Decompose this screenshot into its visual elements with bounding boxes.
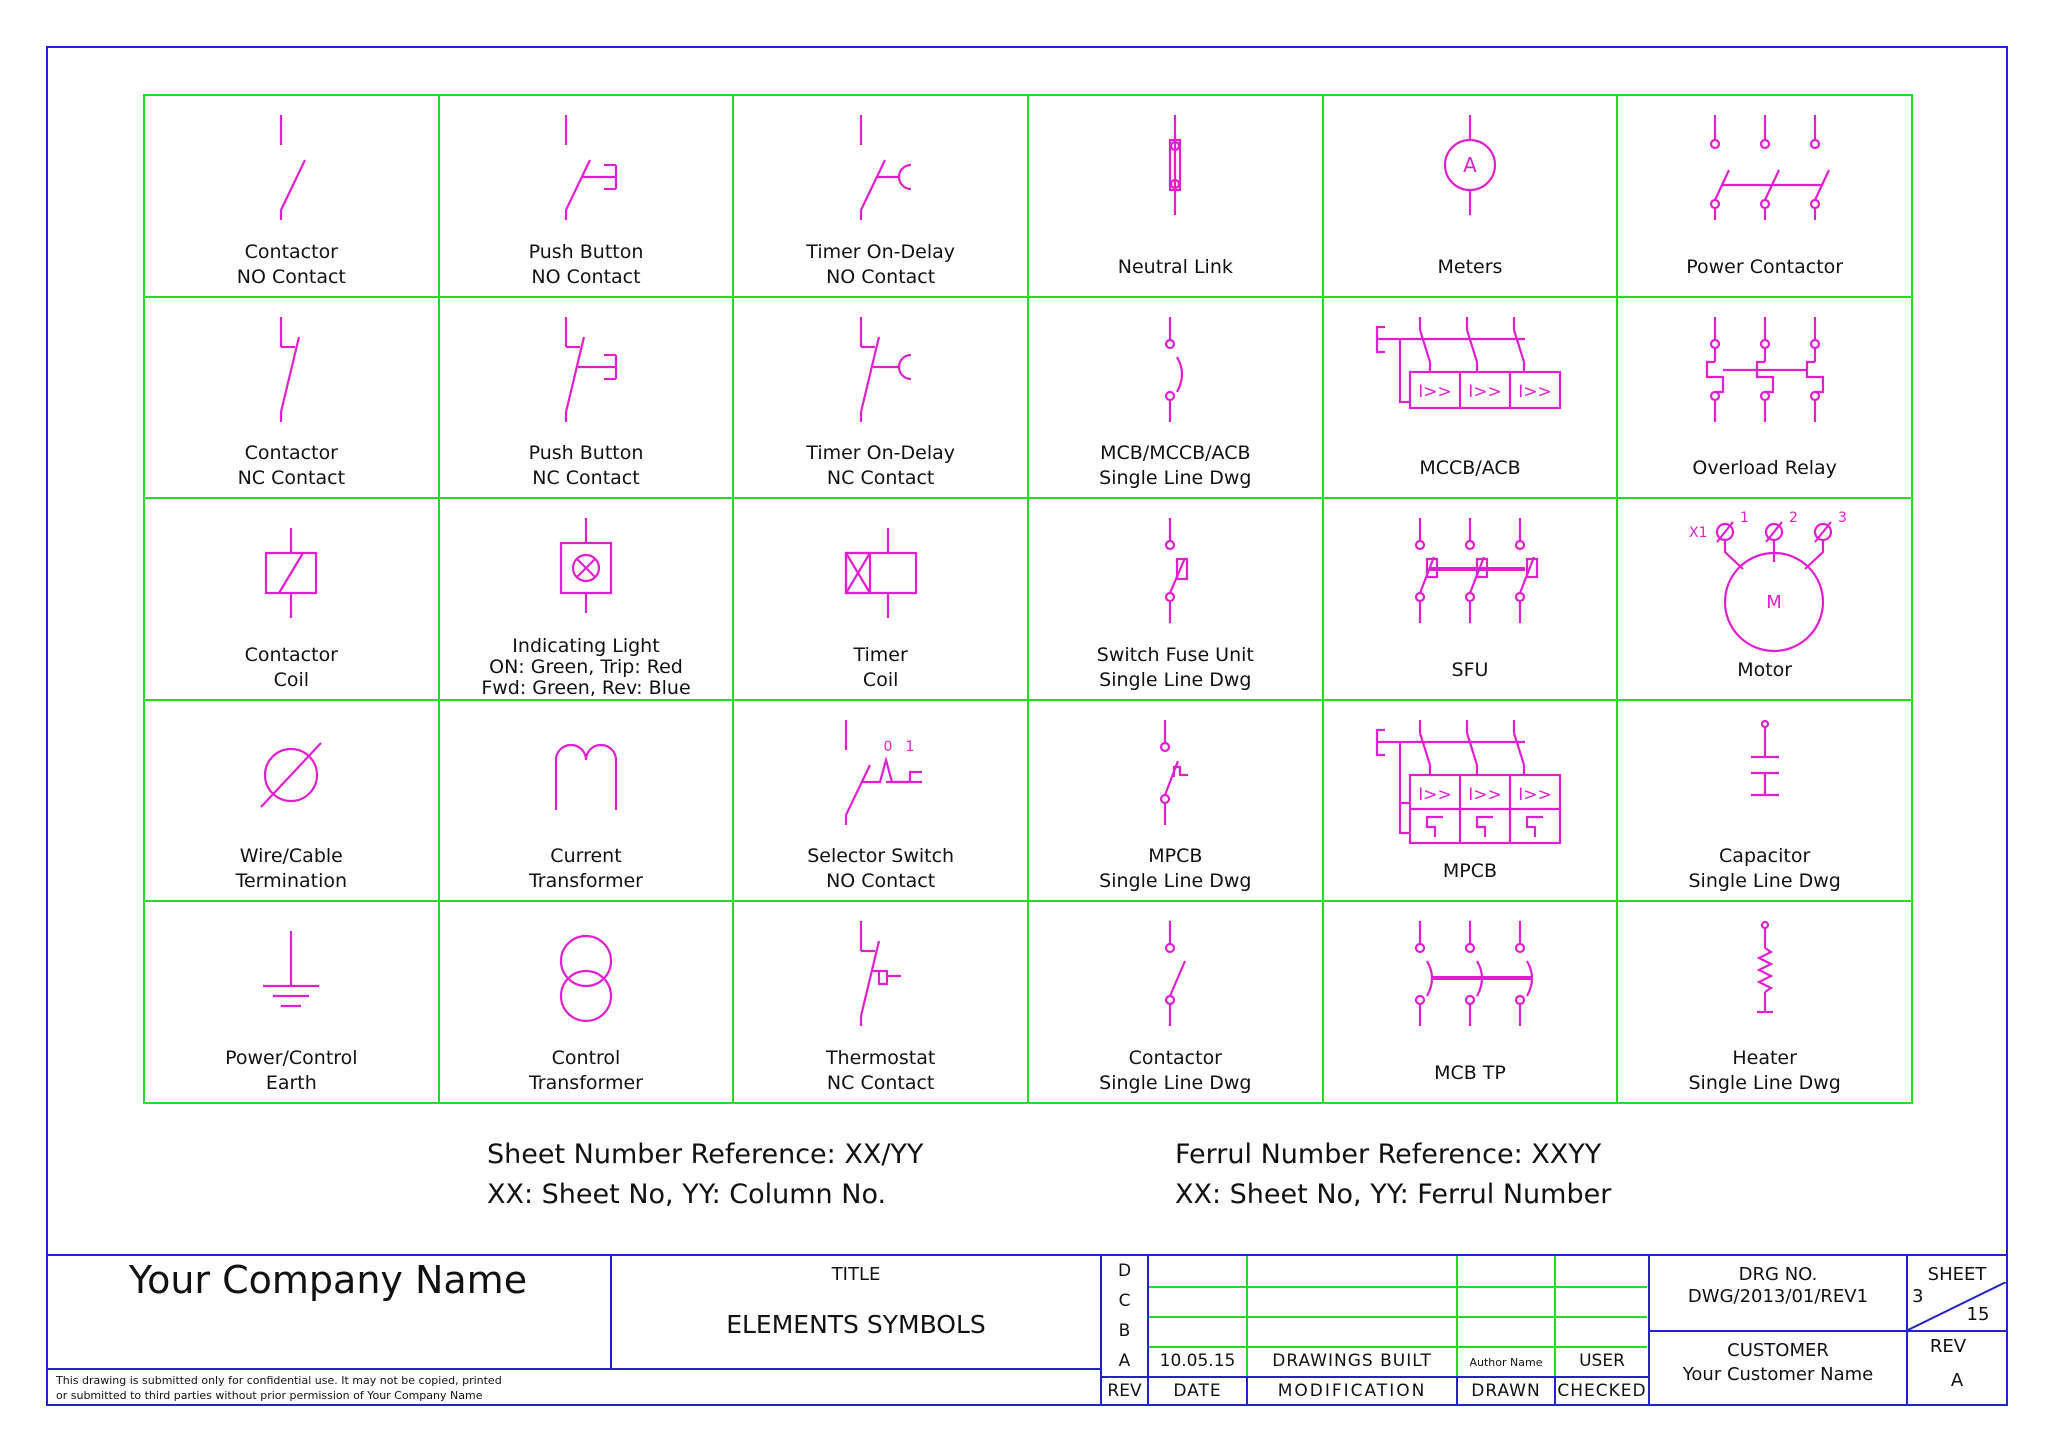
rev-row-c: C <box>1118 1291 1131 1311</box>
cell-label: Push Button NO Contact <box>528 240 644 288</box>
cell-control-transformer <box>439 901 734 1103</box>
timer-nc-symbol <box>841 312 921 422</box>
cell-label: Control Transformer <box>528 1047 643 1094</box>
svg-text:I>>: I>> <box>1518 381 1552 402</box>
sheet-total: 15 <box>1966 1304 1990 1325</box>
mcb-single-line-symbol <box>1155 312 1195 422</box>
cell-label: Overload Relay <box>1692 457 1837 480</box>
cell-neutral-link <box>1028 95 1323 297</box>
rev-a-checked: USER <box>1579 1351 1625 1371</box>
cell-label: Current Transformer <box>528 845 643 893</box>
cell-label: MCCB/ACB <box>1419 457 1521 480</box>
drg-label: DRG NO. <box>1738 1264 1818 1285</box>
svg-text:M: M <box>1765 592 1782 614</box>
cell-earth <box>144 901 439 1103</box>
timer-coil-symbol <box>841 513 921 623</box>
cell-label: Wire/Cable Termination <box>235 845 348 893</box>
svg-text:A: A <box>1463 153 1477 177</box>
switch-fuse-symbol <box>1155 513 1195 623</box>
cell-label: Thermostat NC Contact <box>825 1047 936 1094</box>
disclaimer: This drawing is submitted only for confidential use. It may not be copied, printed or submitted to third parties without prior permission of Your Company Name <box>56 1374 502 1402</box>
power-contactor-symbol <box>1695 110 1835 220</box>
cell-label: Timer Coil <box>853 643 908 691</box>
sheet-number: 3 <box>1912 1286 1924 1307</box>
cell-timer-coil <box>733 498 1028 700</box>
cell-indicating-light <box>439 498 734 700</box>
rev-row-a: A <box>1118 1351 1131 1371</box>
cell-label: Power/Control Earth <box>225 1047 358 1094</box>
cell-label: Contactor Coil <box>244 643 338 691</box>
svg-text:I>>: I>> <box>1468 381 1502 402</box>
header-drawn: DRAWN <box>1471 1381 1541 1401</box>
cell-label: Contactor NC Contact <box>237 442 346 490</box>
cell-push-button-nc <box>439 297 734 499</box>
cell-wire-cable-termination <box>144 700 439 902</box>
header-checked: CHECKED <box>1557 1381 1647 1401</box>
cell-sfu <box>1323 498 1618 700</box>
cell-label: Push Button NC Contact <box>528 442 644 490</box>
sheet-reference: Sheet Number Reference: XX/YY XX: Sheet No, YY: Column No. <box>487 1139 924 1210</box>
cell-label: MCB/MCCB/ACB Single Line Dwg <box>1099 442 1252 490</box>
cell-label: Motor <box>1737 658 1793 681</box>
contactor-no-symbol <box>261 110 321 220</box>
cell-label: MCB TP <box>1434 1062 1506 1084</box>
cell-power-contactor <box>1617 95 1912 297</box>
header-rev: REV <box>1107 1381 1142 1401</box>
svg-text:I>>: I>> <box>1418 381 1452 402</box>
cell-label: Contactor NO Contact <box>236 240 346 288</box>
drawing-title: ELEMENTS SYMBOLS <box>726 1310 986 1339</box>
current-transformer-symbol <box>546 715 626 825</box>
svg-text:2: 2 <box>1788 510 1798 527</box>
cell-label: Indicating Light ON: Green, Trip: Red Fwd: Green, Rev: Blue <box>481 634 691 699</box>
indicating-light-symbol <box>556 513 616 613</box>
cell-label: MPCB Single Line Dwg <box>1099 845 1252 893</box>
timer-no-symbol <box>841 110 921 220</box>
mpcb-single-line-symbol <box>1150 715 1200 825</box>
svg-text:1: 1 <box>1739 510 1749 527</box>
cell-switch-fuse-unit <box>1028 498 1323 700</box>
cell-mpcb <box>1323 700 1618 902</box>
cell-label: MPCB <box>1442 860 1498 883</box>
customer-label: CUSTOMER <box>1727 1340 1829 1361</box>
cell-mpcb-single-line <box>1028 700 1323 902</box>
capacitor-symbol <box>1745 715 1785 825</box>
cell-mccb-acb <box>1323 297 1618 499</box>
mccb-acb-symbol <box>1375 312 1565 422</box>
heater-symbol <box>1745 916 1785 1026</box>
thermostat-symbol <box>841 916 921 1026</box>
cell-label: Timer On-Delay NC Contact <box>806 442 955 490</box>
cell-mcb-single-line <box>1028 297 1323 499</box>
mpcb-symbol <box>1375 715 1565 845</box>
cell-current-transformer <box>439 700 734 902</box>
earth-icon <box>251 916 331 1026</box>
meter-symbol <box>1440 110 1500 220</box>
cell-contactor-coil <box>144 498 439 700</box>
cell-overload-relay <box>1617 297 1912 499</box>
svg-text:3: 3 <box>1837 510 1847 527</box>
mcb-tp-symbol <box>1400 916 1540 1026</box>
control-transformer-symbol <box>546 916 626 1026</box>
cell-label: Meters <box>1437 255 1503 278</box>
svg-text:X1: X1 <box>1688 525 1708 542</box>
termination-symbol <box>251 715 331 825</box>
cell-contactor-no <box>144 95 439 297</box>
cell-label: Heater Single Line Dwg <box>1688 1047 1841 1094</box>
push-button-nc-symbol <box>546 312 626 422</box>
contactor-nc-symbol <box>261 312 321 422</box>
svg-text:I>>: I>> <box>1468 784 1502 805</box>
coil-symbol <box>261 513 321 623</box>
cell-label: Contactor Single Line Dwg <box>1099 1047 1252 1094</box>
cell-timer-on-delay-nc <box>733 297 1028 499</box>
svg-text:I>>: I>> <box>1518 784 1552 805</box>
cell-label: Neutral Link <box>1117 255 1233 278</box>
ferrul-reference: Ferrul Number Reference: XXYY XX: Sheet No, YY: Ferrul Number <box>1175 1139 1612 1210</box>
cell-label: SFU <box>1451 658 1489 681</box>
cell-label: Power Contactor <box>1686 255 1844 278</box>
contactor-single-line-symbol <box>1155 916 1195 1026</box>
cell-motor <box>1617 498 1912 700</box>
cell-push-button-no <box>439 95 734 297</box>
header-date: DATE <box>1173 1381 1222 1401</box>
rev-value: A <box>1950 1370 1964 1391</box>
overload-relay-symbol <box>1695 312 1835 422</box>
rev-row-b: B <box>1118 1321 1131 1341</box>
header-modification: MODIFICATION <box>1277 1381 1427 1401</box>
svg-text:1: 1 <box>905 738 915 755</box>
selector-switch-symbol <box>826 715 936 825</box>
cell-label: Selector Switch NO Contact <box>807 845 955 893</box>
push-button-no-symbol <box>546 110 626 220</box>
rev-a-modification: DRAWINGS BUILT <box>1272 1351 1432 1371</box>
sheet-label: SHEET <box>1927 1264 1987 1285</box>
rev-row-d: D <box>1117 1261 1132 1281</box>
rev-a-drawn: Author Name <box>1469 1356 1543 1369</box>
cell-label: Switch Fuse Unit Single Line Dwg <box>1096 643 1254 691</box>
svg-text:I>>: I>> <box>1418 784 1452 805</box>
cell-selector-switch <box>733 700 1028 902</box>
cell-capacitor <box>1617 700 1912 902</box>
motor-symbol <box>1675 507 1855 637</box>
symbol-grid <box>143 94 1913 1104</box>
neutral-link-symbol <box>1155 110 1195 220</box>
cell-contactor-single-line <box>1028 901 1323 1103</box>
cell-contactor-nc <box>144 297 439 499</box>
title-label: TITLE <box>831 1264 881 1285</box>
title-block <box>46 1254 2008 1408</box>
customer-name: Your Customer Name <box>1682 1364 1874 1385</box>
drg-number: DWG/2013/01/REV1 <box>1687 1286 1869 1307</box>
cell-label: Timer On-Delay NO Contact <box>806 240 955 288</box>
cell-label: Capacitor Single Line Dwg <box>1688 845 1841 893</box>
company-name: Your Company Name <box>128 1258 528 1302</box>
svg-text:0: 0 <box>883 738 893 755</box>
cell-mcb-tp <box>1323 901 1618 1103</box>
cell-timer-on-delay-no <box>733 95 1028 297</box>
rev-a-date: 10.05.15 <box>1159 1351 1236 1371</box>
cell-meters <box>1323 95 1618 297</box>
sfu-symbol <box>1400 513 1540 623</box>
cell-heater <box>1617 901 1912 1103</box>
rev-label: REV <box>1929 1336 1967 1357</box>
cell-thermostat <box>733 901 1028 1103</box>
